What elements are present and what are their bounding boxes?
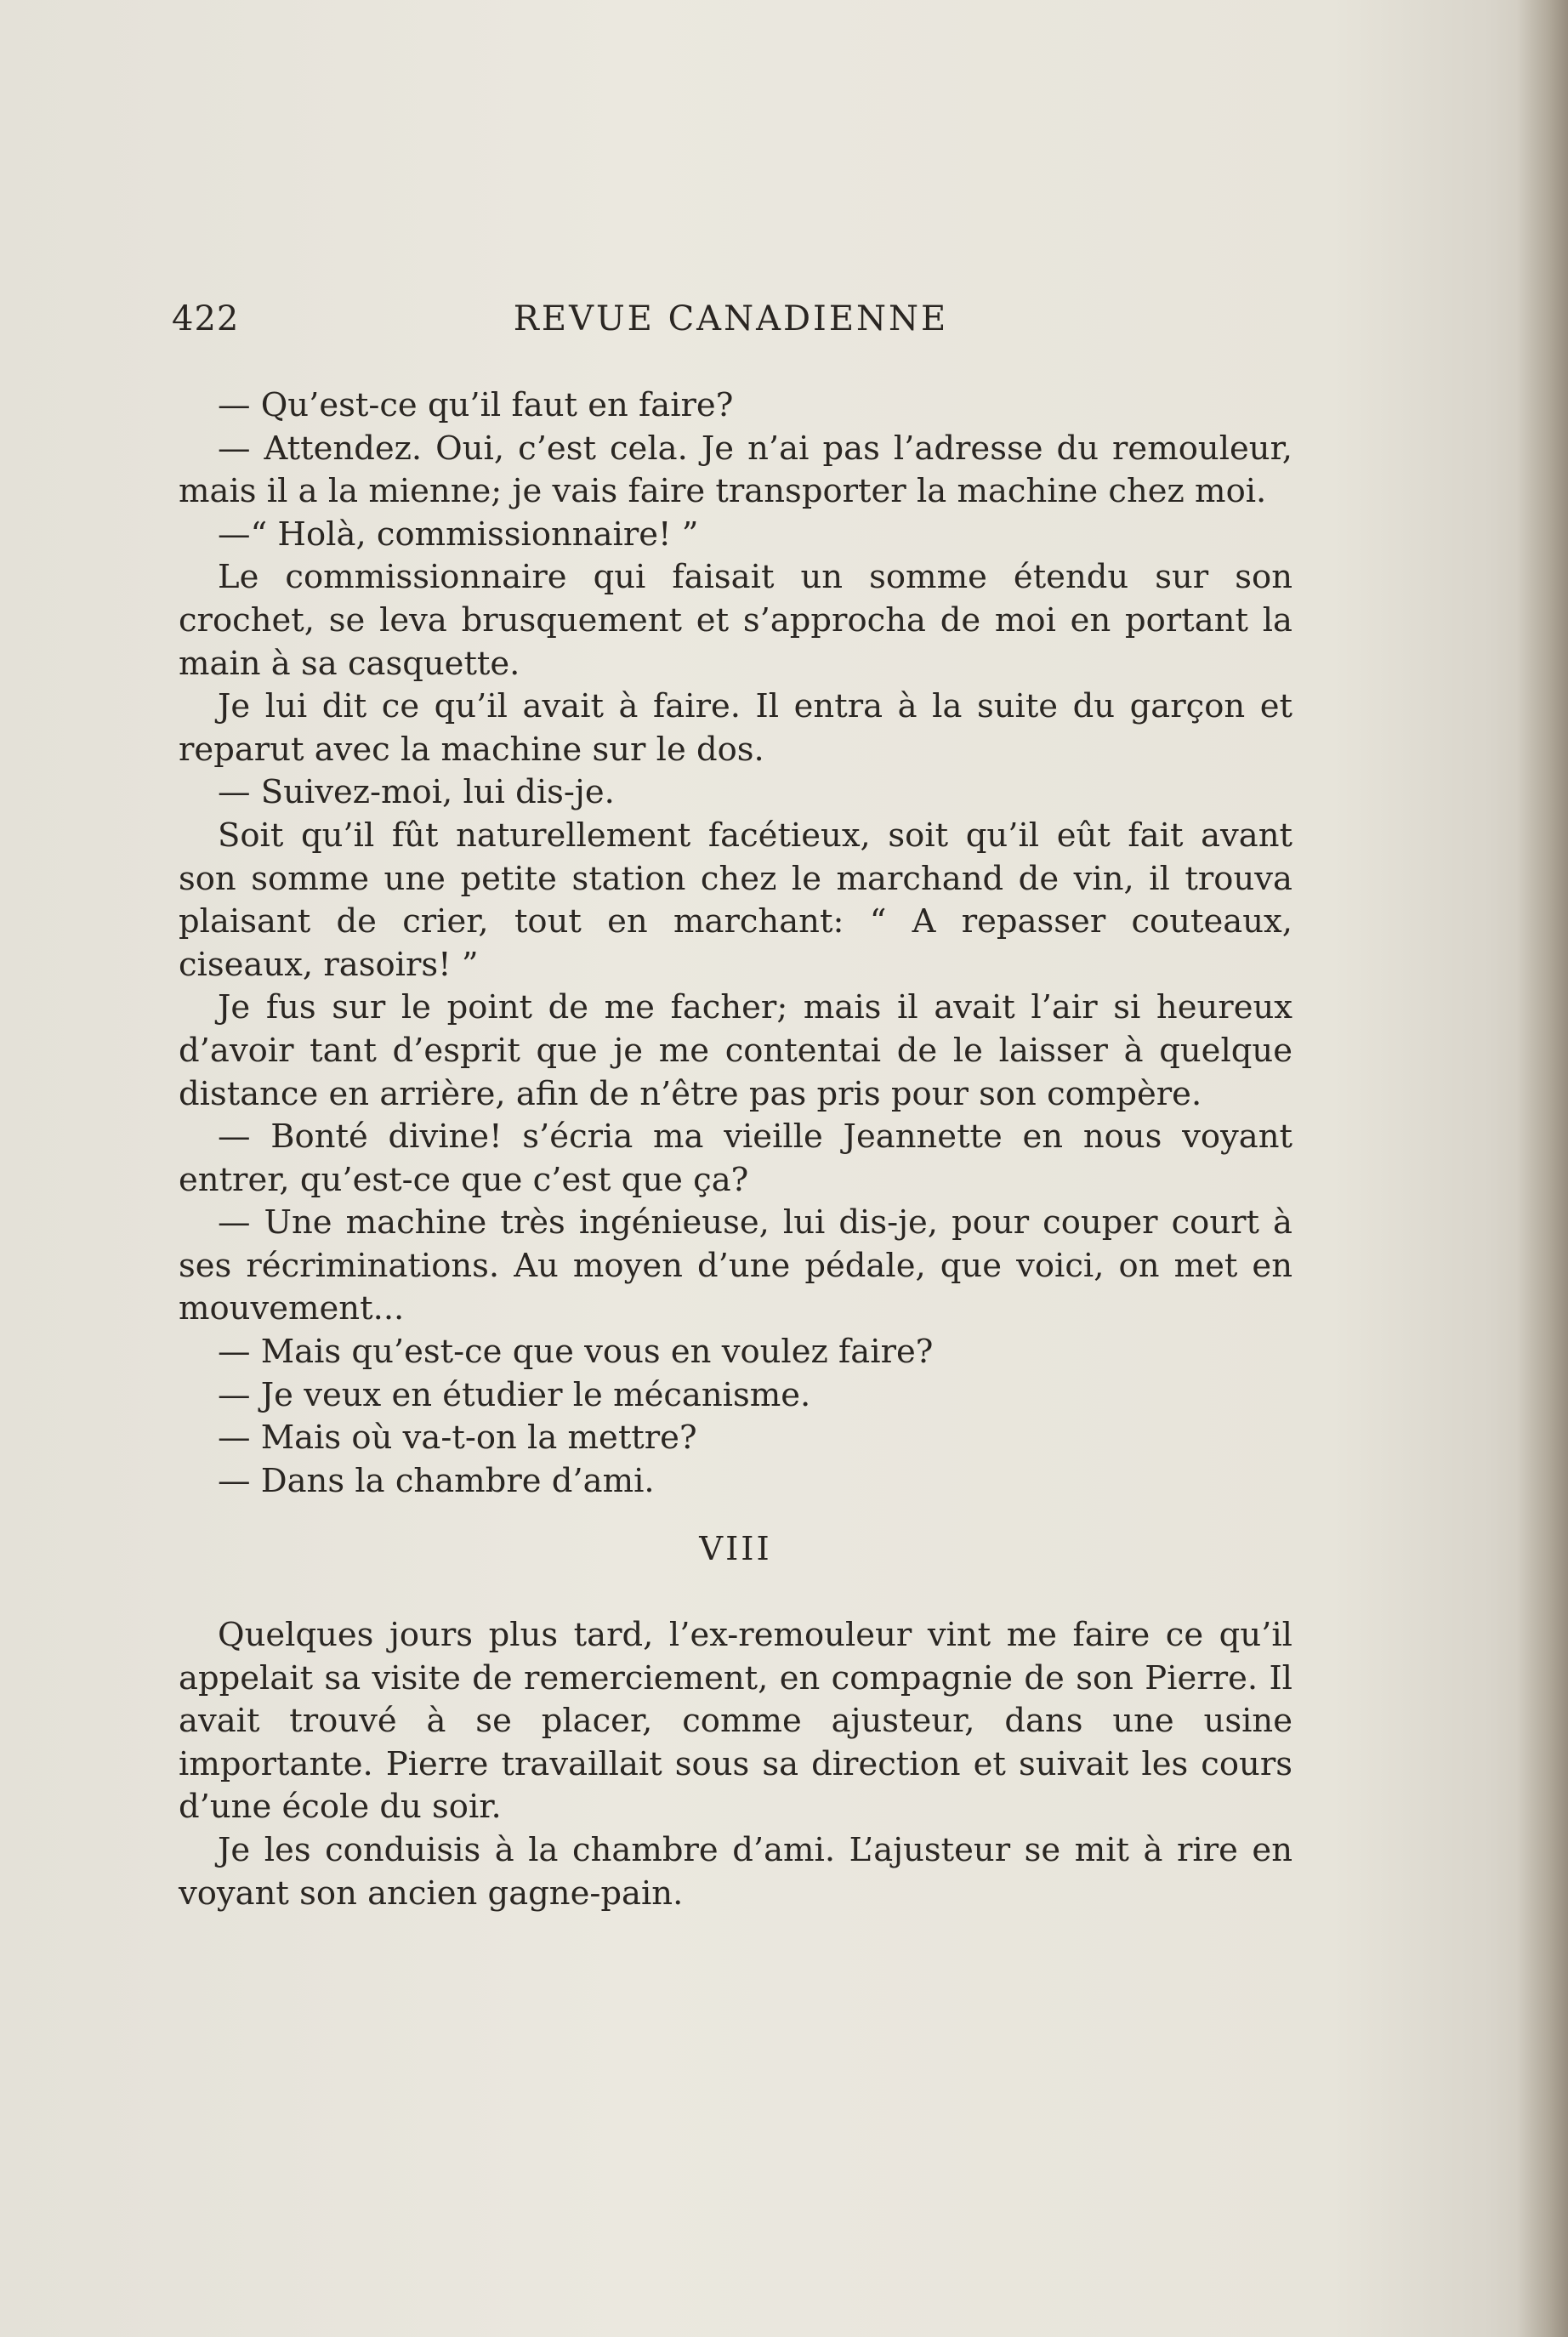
paragraph: — Mais où va-t-on la mettre?	[218, 1419, 697, 1458]
body-text	[179, 384, 1292, 1915]
paragraph: — Je veux en étudier le mécanisme.	[218, 1375, 811, 1414]
paragraph: — Dans la chambre d’ami.	[218, 1461, 655, 1500]
paragraph: Quelques jours plus tard, l’ex-remouleur vint me faire ce qu’il appelait sa visite de remerciement, en compagnie de son Pierre. Il avait trouvé à se placer, comme ajusteur, dans une usine importante. Pierre travaillait sous sa direction et suivait les cours d’une école du soir.	[179, 1616, 1292, 1827]
paragraph: Je fus sur le point de me facher; mais il avait l’air si heureux d’avoir tant d’esprit que je me contentai de le laisser à quelque distance en arrière, afin de n’être pas pris pour son compère.	[179, 988, 1292, 1113]
section-heading: VIII	[699, 1530, 772, 1569]
paragraph: — Qu’est-ce qu’il faut en faire?	[218, 386, 734, 424]
paragraph: Soit qu’il fût naturellement facétieux, soit qu’il eût fait avant son somme une petite station chez le marchand de vin, il trouva plaisant de crier, tout en marchant: “ A repasser couteaux, ciseaux, rasoirs! ”	[179, 816, 1292, 984]
paragraph: Le commissionnaire qui faisait un somme étendu sur son crochet, se leva brusquement et s’approcha de moi en portant la main à sa casquette.	[179, 558, 1292, 683]
paragraph: — Une machine très ingénieuse, lui dis-je, pour couper court à ses récriminations. Au moyen d’une pédale, que voici, on met en mouvement...	[179, 1203, 1292, 1328]
running-title: REVUE CANADIENNE	[513, 299, 949, 338]
running-header	[172, 299, 1290, 350]
paragraph: Je les conduisis à la chambre d’ami. L’ajusteur se mit à rire en voyant son ancien gagne-pain.	[179, 1831, 1292, 1913]
paragraph: — Attendez. Oui, c’est cela. Je n’ai pas l’adresse du remouleur, mais il a la mienne; je vais faire transporter la machine chez moi.	[179, 429, 1292, 511]
paragraph: —“ Holà, commissionnaire! ”	[218, 515, 699, 554]
paragraph: — Suivez-moi, lui dis-je.	[218, 773, 615, 812]
page-number: 422	[172, 299, 240, 338]
paragraph: — Mais qu’est-ce que vous en voulez faire?	[218, 1333, 934, 1372]
paragraph: — Bonté divine! s’écria ma vieille Jeannette en nous voyant entrer, qu’est-ce que c’est que ça?	[179, 1117, 1292, 1199]
paragraph: Je lui dit ce qu’il avait à faire. Il entra à la suite du garçon et reparut avec la machine sur le dos.	[179, 687, 1292, 769]
spine-shadow	[1517, 0, 1568, 2337]
